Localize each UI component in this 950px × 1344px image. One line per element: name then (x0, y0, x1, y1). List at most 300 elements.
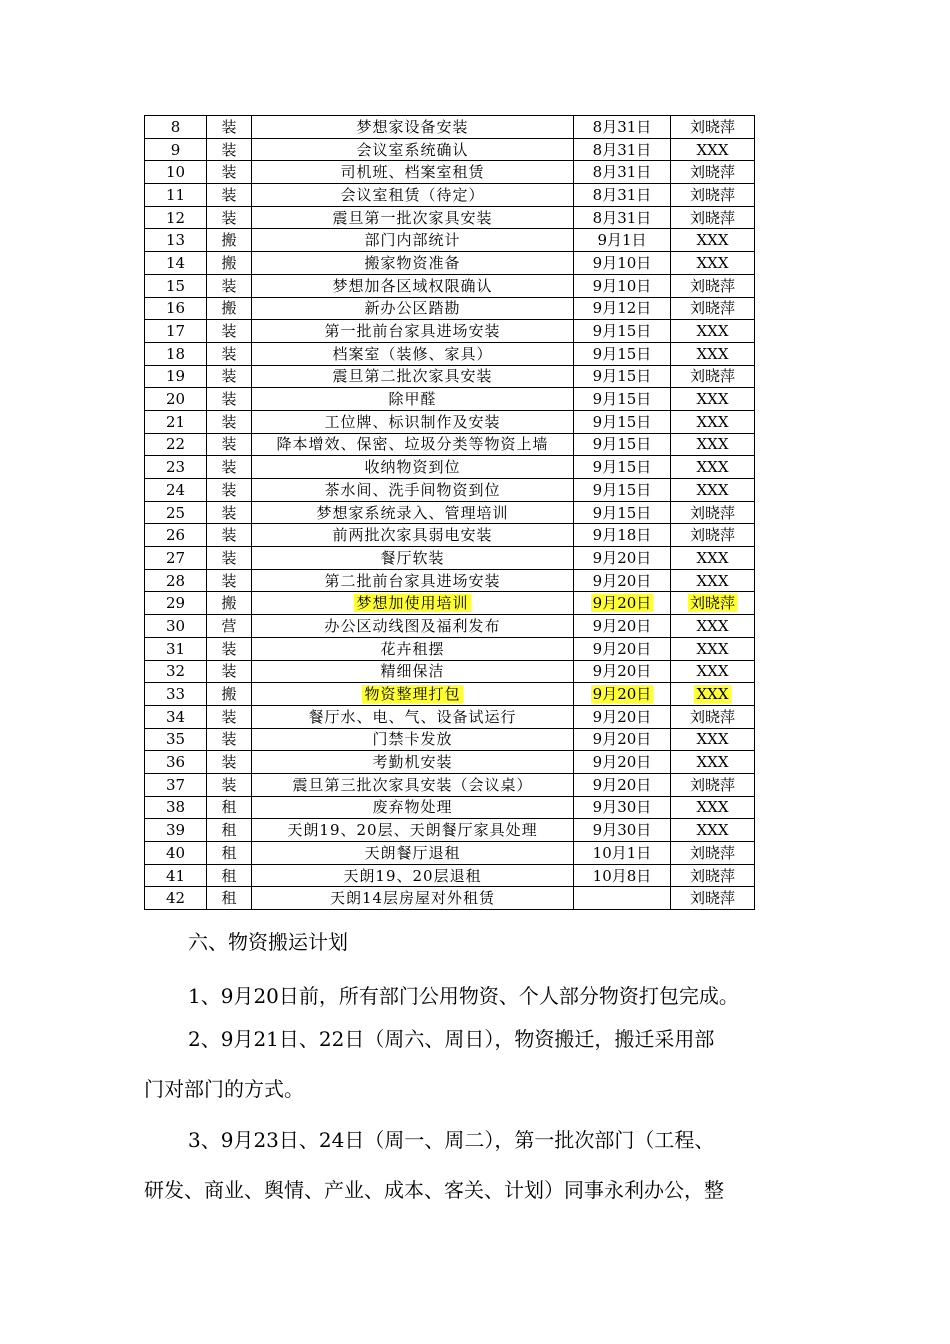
row-number-cell (145, 773, 207, 796)
row-type-cell (207, 229, 252, 252)
row-task-text: 前两批次家具弱电安装 (332, 526, 493, 545)
row-task-text: 档案室（装修、家具） (332, 344, 493, 363)
row-owner-cell (671, 592, 755, 615)
schedule-table (144, 115, 755, 910)
row-number-cell (145, 637, 207, 660)
row-owner-text: XXX (696, 253, 729, 272)
row-number-cell (145, 388, 207, 411)
row-type-cell (207, 547, 252, 570)
row-number-text: 31 (165, 639, 186, 658)
row-task-text: 司机班、档案室租赁 (340, 163, 485, 182)
row-date-cell (574, 433, 671, 456)
row-type-text: 装 (221, 390, 237, 409)
row-task-cell (252, 320, 574, 343)
table-row (145, 433, 755, 456)
row-date-cell (574, 751, 671, 774)
row-type-text: 营 (221, 616, 237, 635)
row-number-text: 12 (165, 208, 186, 227)
row-date-text: 9月15日 (592, 458, 652, 477)
row-owner-cell (671, 864, 755, 887)
row-owner-cell (671, 161, 755, 184)
table-row (145, 116, 755, 139)
table-row (145, 864, 755, 887)
table-row (145, 637, 755, 660)
row-owner-cell (671, 206, 755, 229)
table-row (145, 297, 755, 320)
table-row (145, 206, 755, 229)
table-row (145, 683, 755, 706)
row-owner-text: XXX (696, 412, 729, 431)
row-number-text: 16 (165, 299, 186, 318)
row-owner-text: 刘晓萍 (689, 866, 735, 885)
row-task-cell (252, 615, 574, 638)
row-date-cell (574, 683, 671, 706)
row-task-text: 废弃物处理 (372, 798, 453, 817)
row-type-cell (207, 864, 252, 887)
row-type-text: 装 (221, 548, 237, 567)
row-task-cell (252, 773, 574, 796)
row-number-text: 15 (165, 276, 186, 295)
row-task-text: 天朗19、20层退租 (343, 866, 482, 885)
row-date-cell (574, 365, 671, 388)
row-owner-cell (671, 456, 755, 479)
row-date-cell (574, 297, 671, 320)
row-owner-text: 刘晓萍 (689, 503, 735, 522)
row-date-text: 9月20日 (592, 753, 652, 772)
table-row (145, 615, 755, 638)
row-owner-cell (671, 728, 755, 751)
row-owner-cell (671, 705, 755, 728)
row-owner-cell (671, 547, 755, 570)
row-task-text: 工位牌、标识制作及安装 (324, 412, 501, 431)
row-owner-text: 刘晓萍 (689, 775, 735, 794)
row-number-cell (145, 479, 207, 502)
row-type-cell (207, 524, 252, 547)
row-number-cell (145, 229, 207, 252)
row-date-text: 9月15日 (592, 344, 652, 363)
row-owner-cell (671, 388, 755, 411)
row-date-cell (574, 660, 671, 683)
row-task-cell (252, 842, 574, 865)
row-date-text: 10月1日 (592, 843, 652, 862)
row-number-cell (145, 751, 207, 774)
row-type-cell (207, 161, 252, 184)
row-type-cell (207, 206, 252, 229)
table-row (145, 410, 755, 433)
row-number-text: 24 (165, 480, 186, 499)
row-type-cell (207, 297, 252, 320)
row-number-cell (145, 342, 207, 365)
row-owner-text: XXX (696, 753, 729, 772)
row-owner-cell (671, 274, 755, 297)
row-type-cell (207, 615, 252, 638)
row-number-cell (145, 842, 207, 865)
row-date-text: 8月31日 (592, 163, 652, 182)
table-row (145, 524, 755, 547)
row-type-text: 搬 (221, 594, 237, 613)
row-date-cell (574, 547, 671, 570)
row-number-text: 19 (165, 367, 186, 386)
row-owner-cell (671, 887, 755, 910)
row-type-text: 装 (221, 458, 237, 477)
row-type-text: 租 (221, 843, 237, 862)
row-type-cell (207, 796, 252, 819)
table-row (145, 751, 755, 774)
row-owner-cell (671, 637, 755, 660)
row-type-cell (207, 410, 252, 433)
row-number-text: 14 (165, 253, 186, 272)
row-type-text: 装 (221, 526, 237, 545)
row-task-text: 物资整理打包 (364, 685, 461, 704)
row-type-text: 装 (221, 276, 237, 295)
schedule-table-body (145, 116, 755, 910)
table-row (145, 365, 755, 388)
row-owner-text: 刘晓萍 (689, 163, 735, 182)
row-task-cell (252, 433, 574, 456)
row-date-text: 9月15日 (592, 503, 652, 522)
row-type-cell (207, 138, 252, 161)
row-number-text: 34 (165, 707, 186, 726)
row-type-cell (207, 705, 252, 728)
row-date-text: 8月31日 (592, 185, 652, 204)
row-type-cell (207, 637, 252, 660)
row-owner-cell (671, 615, 755, 638)
row-type-text: 搬 (221, 231, 237, 250)
row-task-cell (252, 887, 574, 910)
row-number-cell (145, 184, 207, 207)
row-task-text: 梦想家设备安装 (356, 117, 469, 136)
row-date-cell (574, 184, 671, 207)
row-task-cell (252, 365, 574, 388)
row-owner-cell (671, 138, 755, 161)
row-owner-cell (671, 433, 755, 456)
table-row (145, 705, 755, 728)
table-row (145, 252, 755, 275)
row-date-text: 9月15日 (592, 480, 652, 499)
row-task-text: 会议室租赁（待定） (340, 185, 485, 204)
row-type-text: 租 (221, 866, 237, 885)
row-task-text: 天朗餐厅退租 (364, 843, 461, 862)
row-owner-text: XXX (696, 821, 729, 840)
row-owner-text: XXX (696, 322, 729, 341)
row-owner-text: 刘晓萍 (689, 707, 735, 726)
row-number-cell (145, 819, 207, 842)
row-type-cell (207, 388, 252, 411)
row-date-text: 9月20日 (592, 707, 652, 726)
row-owner-text: XXX (696, 140, 729, 159)
row-type-cell (207, 569, 252, 592)
row-owner-text: XXX (696, 571, 729, 590)
row-type-text: 租 (221, 798, 237, 817)
row-date-text: 9月15日 (592, 322, 652, 341)
row-number-text: 10 (165, 163, 186, 182)
row-type-cell (207, 751, 252, 774)
row-date-text: 9月20日 (592, 594, 652, 613)
row-owner-text: XXX (696, 480, 729, 499)
row-date-text: 9月30日 (592, 798, 652, 817)
row-task-text: 考勤机安装 (372, 753, 453, 772)
paragraph-3-line-2: 研发、商业、舆情、产业、成本、客关、计划）同事永利办公，整 (144, 1178, 724, 1202)
row-date-cell (574, 637, 671, 660)
row-number-text: 8 (170, 117, 181, 136)
row-number-cell (145, 592, 207, 615)
row-task-cell (252, 683, 574, 706)
row-owner-cell (671, 410, 755, 433)
row-owner-cell (671, 842, 755, 865)
row-date-text: 9月20日 (592, 639, 652, 658)
row-type-cell (207, 116, 252, 139)
row-number-cell (145, 138, 207, 161)
row-type-cell (207, 433, 252, 456)
row-number-text: 40 (165, 843, 186, 862)
row-task-cell (252, 524, 574, 547)
row-type-text: 搬 (221, 299, 237, 318)
row-number-text: 39 (165, 821, 186, 840)
row-owner-text: 刘晓萍 (689, 117, 735, 136)
row-number-cell (145, 161, 207, 184)
row-date-cell (574, 773, 671, 796)
table-row (145, 274, 755, 297)
row-task-cell (252, 388, 574, 411)
row-owner-text: 刘晓萍 (689, 526, 735, 545)
row-owner-cell (671, 116, 755, 139)
row-type-cell (207, 887, 252, 910)
row-date-text: 9月15日 (592, 367, 652, 386)
row-task-cell (252, 479, 574, 502)
paragraph-2-line-1: 2、9月21日、22日（周六、周日），物资搬迁，搬迁采用部 (188, 1027, 715, 1051)
row-date-text: 10月8日 (592, 866, 652, 885)
row-date-text: 9月20日 (592, 730, 652, 749)
row-owner-cell (671, 751, 755, 774)
table-row (145, 388, 755, 411)
table-row (145, 320, 755, 343)
row-type-cell (207, 592, 252, 615)
row-owner-cell (671, 660, 755, 683)
row-task-cell (252, 116, 574, 139)
row-type-text: 装 (221, 367, 237, 386)
row-number-cell (145, 660, 207, 683)
row-type-text: 装 (221, 435, 237, 454)
row-type-text: 装 (221, 730, 237, 749)
row-date-text: 9月20日 (592, 685, 652, 704)
row-date-cell (574, 479, 671, 502)
row-owner-cell (671, 320, 755, 343)
row-task-cell (252, 819, 574, 842)
row-date-cell (574, 456, 671, 479)
row-date-cell (574, 842, 671, 865)
row-date-cell (574, 161, 671, 184)
row-number-text: 9 (170, 140, 181, 159)
table-row (145, 773, 755, 796)
row-number-cell (145, 365, 207, 388)
row-number-text: 26 (165, 526, 186, 545)
row-owner-cell (671, 342, 755, 365)
row-owner-cell (671, 479, 755, 502)
row-number-cell (145, 705, 207, 728)
table-row (145, 161, 755, 184)
row-number-text: 25 (165, 503, 186, 522)
row-task-cell (252, 297, 574, 320)
row-owner-text: 刘晓萍 (689, 276, 735, 295)
row-date-text: 9月20日 (592, 571, 652, 590)
row-number-cell (145, 547, 207, 570)
row-type-text: 装 (221, 140, 237, 159)
row-type-cell (207, 252, 252, 275)
row-owner-text: XXX (696, 616, 729, 635)
paragraph-1: 1、9月20日前，所有部门公用物资、个人部分物资打包完成。 (188, 984, 739, 1008)
row-date-text: 9月18日 (592, 526, 652, 545)
row-task-text: 天朗19、20层、天朗餐厅家具处理 (287, 821, 538, 840)
row-task-text: 办公区动线图及福利发布 (324, 616, 501, 635)
row-number-text: 11 (165, 185, 186, 204)
row-type-text: 装 (221, 185, 237, 204)
row-task-cell (252, 569, 574, 592)
row-type-cell (207, 184, 252, 207)
row-type-text: 装 (221, 639, 237, 658)
row-number-cell (145, 410, 207, 433)
row-date-cell (574, 592, 671, 615)
row-number-cell (145, 615, 207, 638)
row-owner-text: 刘晓萍 (689, 367, 735, 386)
row-number-cell (145, 433, 207, 456)
row-date-text: 9月15日 (592, 435, 652, 454)
row-date-cell (574, 615, 671, 638)
row-owner-cell (671, 229, 755, 252)
row-date-cell (574, 116, 671, 139)
row-number-text: 18 (165, 344, 186, 363)
row-task-text: 花卉租摆 (380, 639, 445, 658)
row-owner-text: XXX (696, 798, 729, 817)
row-type-cell (207, 773, 252, 796)
row-date-cell (574, 388, 671, 411)
row-number-text: 32 (165, 662, 186, 681)
table-row (145, 569, 755, 592)
row-owner-text: XXX (696, 639, 729, 658)
row-date-text: 8月31日 (592, 140, 652, 159)
row-type-text: 装 (221, 662, 237, 681)
row-owner-text: XXX (696, 730, 729, 749)
row-number-text: 22 (165, 435, 186, 454)
row-type-text: 装 (221, 208, 237, 227)
row-owner-text: 刘晓萍 (689, 208, 735, 227)
row-type-cell (207, 819, 252, 842)
row-number-cell (145, 252, 207, 275)
row-owner-cell (671, 297, 755, 320)
row-task-text: 餐厅水、电、气、设备试运行 (308, 707, 517, 726)
row-owner-cell (671, 524, 755, 547)
row-task-cell (252, 184, 574, 207)
row-date-text: 9月15日 (592, 412, 652, 431)
row-task-cell (252, 252, 574, 275)
table-row (145, 501, 755, 524)
row-type-text: 装 (221, 322, 237, 341)
table-row (145, 229, 755, 252)
row-type-text: 装 (221, 503, 237, 522)
row-task-cell (252, 751, 574, 774)
row-task-text: 震旦第二批次家具安装 (332, 367, 493, 386)
row-owner-cell (671, 569, 755, 592)
row-owner-cell (671, 819, 755, 842)
table-row (145, 842, 755, 865)
row-owner-text: XXX (696, 390, 729, 409)
table-row (145, 184, 755, 207)
row-type-text: 装 (221, 344, 237, 363)
row-owner-text: XXX (696, 548, 729, 567)
row-date-text: 9月10日 (592, 253, 652, 272)
row-owner-cell (671, 796, 755, 819)
row-type-text: 装 (221, 163, 237, 182)
row-number-cell (145, 501, 207, 524)
row-type-text: 装 (221, 571, 237, 590)
row-number-text: 13 (165, 231, 186, 250)
row-task-text: 精细保洁 (380, 662, 445, 681)
row-owner-text: 刘晓萍 (689, 843, 735, 862)
row-type-text: 装 (221, 775, 237, 794)
row-task-text: 茶水间、洗手间物资到位 (324, 480, 501, 499)
table-row (145, 796, 755, 819)
row-number-text: 36 (165, 753, 186, 772)
table-row (145, 342, 755, 365)
row-task-cell (252, 410, 574, 433)
row-task-text: 梦想家系统录入、管理培训 (316, 503, 509, 522)
row-type-text: 搬 (221, 685, 237, 704)
row-date-cell (574, 569, 671, 592)
row-task-text: 部门内部统计 (364, 231, 461, 250)
row-number-text: 23 (165, 458, 186, 477)
row-number-text: 37 (165, 775, 186, 794)
row-date-text: 9月1日 (597, 231, 647, 250)
row-type-cell (207, 274, 252, 297)
row-number-cell (145, 569, 207, 592)
paragraph-2-line-2: 门对部门的方式。 (144, 1077, 304, 1101)
table-row (145, 456, 755, 479)
row-type-text: 装 (221, 117, 237, 136)
row-date-cell (574, 342, 671, 365)
table-row (145, 138, 755, 161)
row-owner-text: XXX (696, 435, 729, 454)
row-task-text: 梦想加各区域权限确认 (332, 276, 493, 295)
row-number-text: 35 (165, 730, 186, 749)
row-task-text: 餐厅软装 (380, 548, 445, 567)
row-type-cell (207, 320, 252, 343)
row-date-text: 9月10日 (592, 276, 652, 295)
row-task-text: 新办公区踏勘 (364, 299, 461, 318)
row-number-cell (145, 116, 207, 139)
row-number-cell (145, 297, 207, 320)
row-task-text: 收纳物资到位 (364, 458, 461, 477)
row-date-text: 8月31日 (592, 117, 652, 136)
row-number-cell (145, 796, 207, 819)
row-date-cell (574, 274, 671, 297)
row-type-text: 租 (221, 889, 237, 908)
row-owner-text: XXX (696, 458, 729, 477)
row-owner-text: XXX (696, 344, 729, 363)
row-type-cell (207, 365, 252, 388)
row-owner-cell (671, 501, 755, 524)
row-task-cell (252, 456, 574, 479)
row-date-text: 9月20日 (592, 775, 652, 794)
row-task-cell (252, 342, 574, 365)
table-row (145, 728, 755, 751)
row-date-cell (574, 887, 671, 910)
row-task-text: 降本增效、保密、垃圾分类等物资上墙 (276, 435, 549, 454)
row-date-cell (574, 728, 671, 751)
row-task-text: 除甲醛 (388, 390, 437, 409)
row-date-cell (574, 524, 671, 547)
row-date-cell (574, 410, 671, 433)
row-date-cell (574, 819, 671, 842)
row-task-text: 梦想加使用培训 (356, 594, 469, 613)
